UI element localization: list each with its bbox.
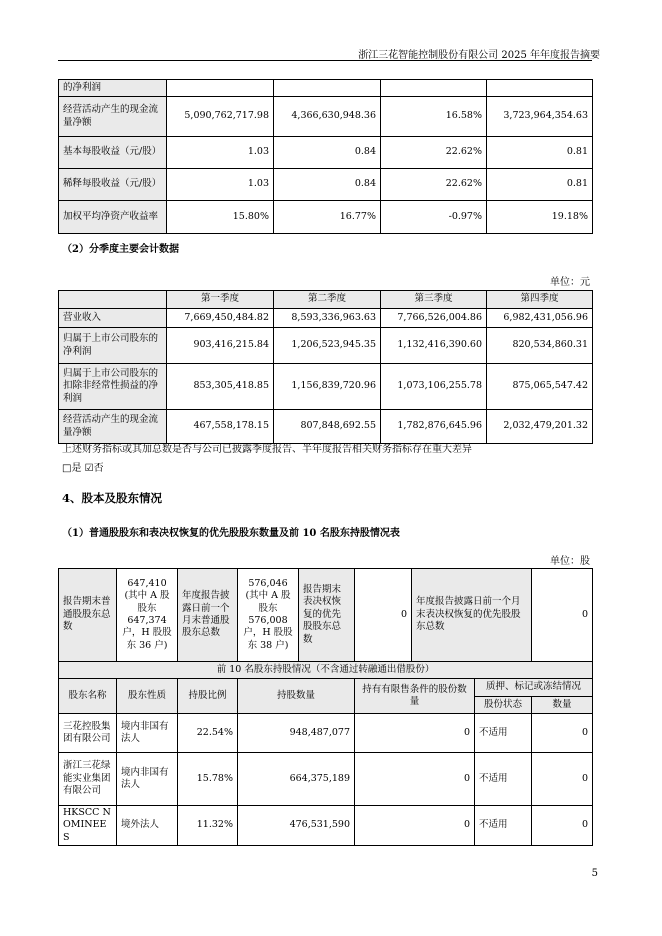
shareholder-pledge-count: 0 (532, 753, 593, 806)
shareholder-summary-row (59, 569, 593, 662)
quarter-value: 2,032,479,201.32 (487, 410, 593, 444)
quarterly-row (59, 410, 593, 444)
row-value: 0.81 (487, 169, 593, 201)
quarter-value: 1,073,106,255.78 (381, 364, 487, 410)
shareholder-pledge-count: 0 (532, 806, 593, 846)
row-label: 经营活动产生的现金流量净额 (59, 97, 167, 137)
row-value: 22.62% (381, 169, 487, 201)
quarterly-header-cell: 第一季度 (167, 291, 274, 309)
header-shareholder-name: 股东名称 (59, 679, 117, 714)
header-shareholder-nature: 股东性质 (117, 679, 178, 714)
page-header-title: 浙江三花智能控制股份有限公司 2025 年年度报告摘要 (358, 50, 600, 61)
row-value: 15.80% (167, 201, 274, 234)
row-value: 3,723,964,354.63 (487, 97, 593, 137)
quarter-value: 903,416,215.84 (167, 328, 274, 364)
row-value: 16.58% (381, 97, 487, 137)
row-value: 1.03 (167, 169, 274, 201)
quarter-value: 807,848,692.55 (274, 410, 381, 444)
discrepancy-note: 上述财务指标或其加总数是否与公司已披露季度报告、半年度报告相关财务指标存在重大差异 (62, 444, 472, 455)
row-value: 22.62% (381, 137, 487, 169)
quarterly-data-table (58, 290, 593, 444)
summary-label-common: 报告期末普通股股东总数 (59, 569, 117, 662)
shareholder-row (59, 753, 593, 806)
summary-label-preferred-prior: 年度报告披露日前一个月末表决权恢复的优先股股东总数 (412, 569, 532, 662)
shareholder-restricted: 0 (355, 753, 475, 806)
quarter-row-label: 归属于上市公司股东的扣除非经常性损益的净利润 (59, 364, 167, 410)
discrepancy-answer: □是 ☑否 (62, 463, 104, 474)
shareholder-name: 三花控股集团有限公司 (59, 714, 117, 753)
shareholder-ratio: 11.32% (178, 806, 238, 846)
quarterly-row (59, 309, 593, 328)
shareholder-name: HKSCC NOMINEES (59, 806, 117, 846)
section4-title: 4、股本及股东情况 (62, 491, 163, 505)
quarter-value: 6,982,431,056.96 (487, 309, 593, 328)
quarterly-unit: 单位：元 (550, 277, 590, 288)
page-number: 5 (591, 868, 598, 879)
summary-value-prior-month: 576,046 (其中 A 股股东 576,008 户，H 股股东 38 户) (238, 569, 299, 662)
summary-value-preferred-prior: 0 (532, 569, 593, 662)
quarter-value: 1,132,416,390.60 (381, 328, 487, 364)
shareholder-ratio: 15.78% (178, 753, 238, 806)
shareholder-unit: 单位：股 (550, 556, 590, 567)
top10-title-row (59, 662, 593, 679)
shareholder-restricted: 0 (355, 806, 475, 846)
row-value: -0.97% (381, 201, 487, 234)
quarterly-row (59, 364, 593, 410)
quarterly-data-title: （2）分季度主要会计数据 (62, 244, 179, 255)
accounting-row (59, 97, 593, 137)
shareholder-restricted: 0 (355, 714, 475, 753)
quarter-row-label: 营业收入 (59, 309, 167, 328)
shareholder-pledge-count: 0 (532, 714, 593, 753)
quarter-value: 8,593,336,963.63 (274, 309, 381, 328)
row-value: 5,090,762,717.98 (167, 97, 274, 137)
row-value: 16.77% (274, 201, 381, 234)
row-value: 0.84 (274, 169, 381, 201)
shareholder-quantity: 664,375,189 (238, 753, 355, 806)
quarter-value: 1,156,839,720.96 (274, 364, 381, 410)
header-restricted-shares: 持有有限售条件的股份数量 (355, 679, 475, 714)
quarter-value: 7,766,526,004.86 (381, 309, 487, 328)
accounting-row (59, 201, 593, 234)
row-value: 19.18% (487, 201, 593, 234)
shareholder-table (58, 568, 593, 846)
shareholder-nature: 境内非国有法人 (117, 753, 178, 806)
quarter-value: 853,305,418.85 (167, 364, 274, 410)
shareholder-row (59, 806, 593, 846)
row-value: 1.03 (167, 137, 274, 169)
row-value: 4,366,630,948.36 (274, 97, 381, 137)
row-label: 的净利润 (59, 80, 167, 97)
shareholder-ratio: 22.54% (178, 714, 238, 753)
shareholder-share-status: 不适用 (475, 714, 532, 753)
shareholder-nature: 境外法人 (117, 806, 178, 846)
quarterly-header-cell: 第四季度 (487, 291, 593, 309)
row-label: 基本每股收益（元/股） (59, 137, 167, 169)
quarterly-header-cell: 第二季度 (274, 291, 381, 309)
header-pledge-status: 质押、标记或冻结情况 (475, 679, 593, 697)
header-share-status: 股份状态 (475, 697, 532, 714)
shareholder-quantity: 948,487,077 (238, 714, 355, 753)
header-holding-quantity: 持股数量 (238, 679, 355, 714)
row-value (274, 80, 381, 97)
row-value: 0.84 (274, 137, 381, 169)
quarter-value: 467,558,178.15 (167, 410, 274, 444)
accounting-row (59, 137, 593, 169)
shareholder-name: 浙江三花绿能实业集团有限公司 (59, 753, 117, 806)
quarter-value: 1,782,876,645.96 (381, 410, 487, 444)
shareholder-nature: 境内非国有法人 (117, 714, 178, 753)
shareholder-quantity: 476,531,590 (238, 806, 355, 846)
row-value (167, 80, 274, 97)
row-label: 稀释每股收益（元/股） (59, 169, 167, 201)
summary-label-prior-month: 年度报告披露日前一个月末普通股股东总数 (178, 569, 238, 662)
quarter-value: 7,669,450,484.82 (167, 309, 274, 328)
main-accounting-data-table (58, 79, 593, 234)
quarterly-row (59, 328, 593, 364)
shareholder-share-status: 不适用 (475, 806, 532, 846)
row-value: 0.81 (487, 137, 593, 169)
accounting-row (59, 80, 593, 97)
quarterly-header-row (59, 291, 593, 309)
header-holding-ratio: 持股比例 (178, 679, 238, 714)
top10-header-row (59, 679, 593, 697)
quarter-value: 1,206,523,945.35 (274, 328, 381, 364)
summary-label-preferred: 报告期末表决权恢复的优先股股东总数 (299, 569, 355, 662)
quarter-row-label: 归属于上市公司股东的净利润 (59, 328, 167, 364)
row-value (381, 80, 487, 97)
row-label: 加权平均净资产收益率 (59, 201, 167, 234)
quarterly-header-cell: 第三季度 (381, 291, 487, 309)
quarter-row-label: 经营活动产生的现金流量净额 (59, 410, 167, 444)
shareholder-row (59, 714, 593, 753)
row-value (487, 80, 593, 97)
shareholder-table-title: （1）普通股股东和表决权恢复的优先股股东数量及前 10 名股东持股情况表 (62, 528, 400, 539)
header-divider (58, 60, 592, 61)
top10-title: 前 10 名股东持股情况（不含通过转融通出借股份） (59, 662, 593, 679)
summary-value-preferred: 0 (355, 569, 412, 662)
header-pledge-count: 数量 (532, 697, 593, 714)
summary-value-common: 647,410 (其中 A 股股东 647,374 户，H 股股东 36 户) (117, 569, 178, 662)
shareholder-share-status: 不适用 (475, 753, 532, 806)
quarter-value: 875,065,547.42 (487, 364, 593, 410)
quarter-value: 820,534,860.31 (487, 328, 593, 364)
quarterly-header-cell (59, 291, 167, 309)
accounting-row (59, 169, 593, 201)
